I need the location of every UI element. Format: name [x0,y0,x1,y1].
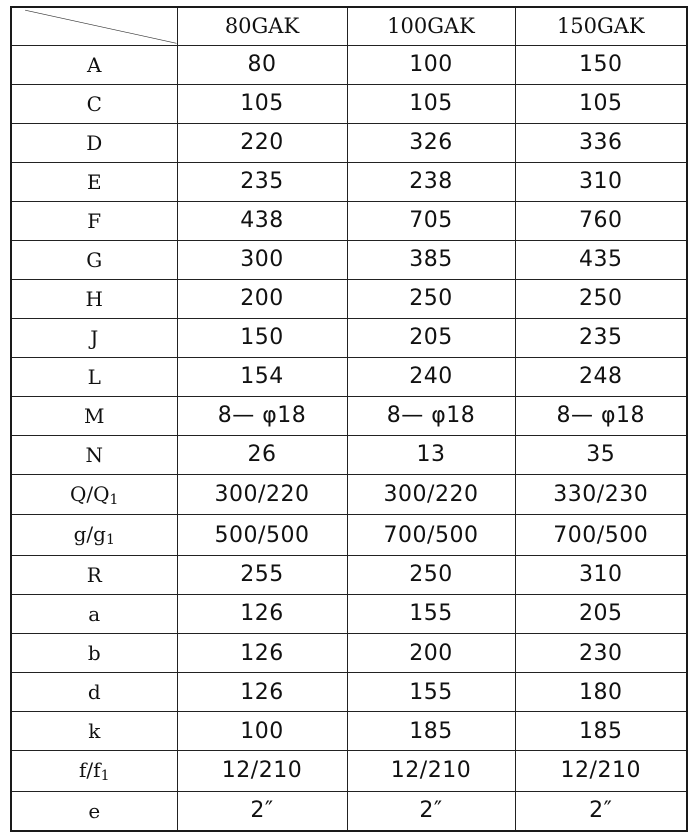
table-cell: 300/220 [177,474,347,515]
table-row [11,45,687,84]
row-label: d [11,673,177,712]
table-cell: 12/210 [347,751,515,792]
spec-sheet [10,6,686,832]
table-cell: 2″ [347,791,515,831]
table-row [11,634,687,673]
row-label: R [11,555,177,594]
row-label: M [11,396,177,435]
column-header: 150GAK [515,7,687,45]
table-cell: 13 [347,435,515,474]
table-body [11,7,687,831]
table-cell: 26 [177,435,347,474]
table-row [11,396,687,435]
table-cell: 760 [515,201,687,240]
table-cell: 438 [177,201,347,240]
table-row [11,318,687,357]
row-label: $g/g_1$ [11,515,177,556]
row-label: b [11,634,177,673]
row-label: H [11,279,177,318]
table-row [11,240,687,279]
table-row [11,435,687,474]
table-row [11,279,687,318]
table-cell: 435 [515,240,687,279]
table-cell: 105 [515,84,687,123]
row-label: A [11,45,177,84]
table-cell: 100 [347,45,515,84]
row-label: N [11,435,177,474]
row-label: C [11,84,177,123]
table-row [11,162,687,201]
table-cell: 150 [515,45,687,84]
row-label: D [11,123,177,162]
table-row [11,474,687,515]
table-row [11,201,687,240]
table-cell: 238 [347,162,515,201]
table-row [11,751,687,792]
table-cell: 205 [515,594,687,633]
table-cell: 700/500 [515,515,687,556]
table-cell: 8— φ18 [347,396,515,435]
table-cell: 235 [515,318,687,357]
table-cell: 150 [177,318,347,357]
row-label: G [11,240,177,279]
table-cell: 336 [515,123,687,162]
row-label: E [11,162,177,201]
row-label: a [11,594,177,633]
table-row [11,555,687,594]
table-cell: 300 [177,240,347,279]
row-label: k [11,712,177,751]
table-cell: 220 [177,123,347,162]
table-cell: 250 [347,279,515,318]
table-cell: 235 [177,162,347,201]
table-cell: 700/500 [347,515,515,556]
table-cell: 310 [515,555,687,594]
table-cell: 155 [347,594,515,633]
table-cell: 126 [177,634,347,673]
table-cell: 250 [347,555,515,594]
table-row [11,673,687,712]
table-cell: 2″ [515,791,687,831]
row-label: L [11,357,177,396]
row-label: $Q/Q_1$ [11,474,177,515]
table-cell: 105 [177,84,347,123]
diagonal-line [12,8,177,45]
table-cell: 705 [347,201,515,240]
row-label: $f/f_1$ [11,751,177,792]
table-row [11,123,687,162]
table-cell: 255 [177,555,347,594]
column-header: 100GAK [347,7,515,45]
table-cell: 240 [347,357,515,396]
row-label: e [11,791,177,831]
table-cell: 2″ [177,791,347,831]
table-cell: 200 [177,279,347,318]
table-cell: 80 [177,45,347,84]
table-cell: 230 [515,634,687,673]
table-cell: 12/210 [177,751,347,792]
table-cell: 330/230 [515,474,687,515]
table-cell: 248 [515,357,687,396]
table-cell: 250 [515,279,687,318]
table-cell: 300/220 [347,474,515,515]
table-row [11,791,687,831]
table-cell: 385 [347,240,515,279]
table-cell: 8— φ18 [515,396,687,435]
table-cell: 154 [177,357,347,396]
table-cell: 126 [177,673,347,712]
table-cell: 200 [347,634,515,673]
header-row [11,7,687,45]
table-row [11,357,687,396]
table-cell: 180 [515,673,687,712]
row-label: F [11,201,177,240]
table-cell: 12/210 [515,751,687,792]
table-cell: 185 [347,712,515,751]
corner-cell [11,7,177,45]
table-cell: 126 [177,594,347,633]
row-label: J [11,318,177,357]
table-cell: 35 [515,435,687,474]
table-cell: 310 [515,162,687,201]
table-row [11,712,687,751]
table-cell: 105 [347,84,515,123]
table-cell: 155 [347,673,515,712]
table-row [11,515,687,556]
table-cell: 8— φ18 [177,396,347,435]
table-cell: 326 [347,123,515,162]
table-cell: 100 [177,712,347,751]
table-cell: 205 [347,318,515,357]
table-row [11,594,687,633]
dimension-table [10,6,688,832]
table-row [11,84,687,123]
table-cell: 185 [515,712,687,751]
table-cell: 500/500 [177,515,347,556]
column-header: 80GAK [177,7,347,45]
